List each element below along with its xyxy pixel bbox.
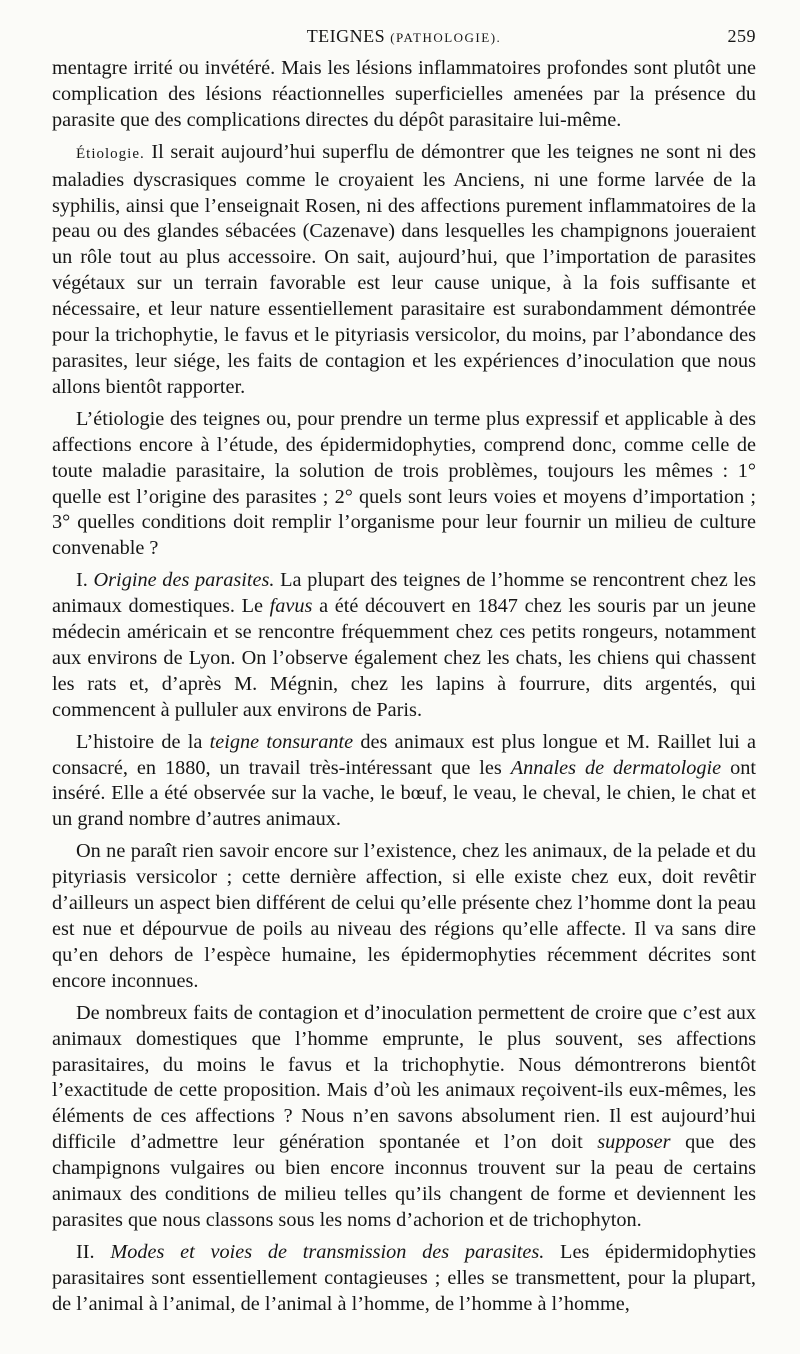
- paragraph: [52, 1001, 756, 1234]
- italic-text: supposer: [597, 1131, 671, 1154]
- text-run: Il serait aujourd’hui superflu de démontrer que les teignes ne sont ni des maladies dyscrasiques comme le croyaient les Anciens, ni une forme larvée de la syphilis, ainsi que l’enseignait Rosen, ni des affections purement inflammatoires de la peau ou des glandes sébacées (Cazenave) dans lesquelles les champignons joueraient un rôle tout au plus accessoire. On sait, aujourd’hui, que l’importation de parasites végétaux sur un terrain favorable est leur cause unique, à la fois suffisante et nécessaire, et leur nature essentiellement parasitaire est surabondamment démontrée pour la trichophytie, le favus et le pityriasis versicolor, du moins, par l’abondance des parasites, leur siége, les faits de contagion et les expériences d’inoculation que nous allons bientôt rapporter.: [52, 140, 756, 398]
- italic-text: Modes et voies de transmission des parasites.: [110, 1240, 545, 1263]
- text-run: On ne paraît rien savoir encore sur l’existence, chez les animaux, de la pelade et du pityriasis versicolor ; cette dernière affection, si elle existe chez eux, doit revêtir d’ailleurs un aspect bien différent de celui qu’elle présente chez l’homme dont la peau est nue et dépourvue de poils au niveau des régions qu’elle affecte. Il va sans dire qu’en dehors de l’espèce humaine, les épidermophyties récemment décrites sont encore inconnues.: [52, 840, 756, 992]
- text-run: des animaux est plus longue et M. Raillet lui a consacré, en 1880, un travail très-intéressant que les: [52, 730, 756, 779]
- text-run: La plupart des teignes de l’homme se rencontrent chez les animaux domestiques. Le: [52, 569, 756, 618]
- text-run: L’histoire de la: [76, 730, 210, 753]
- text-run: De nombreux faits de contagion et d’inoculation permettent de croire que c’est aux animaux domestiques que l’homme emprunte, le plus souvent, ses affections parasitaires, du moins le favus et la trichophytie. Nous démontrerons bientôt l’exactitude de cette proposition. Mais d’où les animaux reçoivent-ils eux-mêmes, les éléments de ces affections ? Nous n’en savons absolument rien. Il est aujourd’hui difficile d’admettre leur génération spontanée et l’on doit: [52, 1001, 756, 1154]
- italic-text: favus: [269, 595, 313, 618]
- text-run: que des champignons vulgaires ou bien encore inconnus trouvent sur la peau de certains animaux des conditions de milieu telles qu’ils changent de forme et deviennent les parasites que nous classons sous les noms d’achorion et de trichophyton.: [52, 1131, 756, 1231]
- paragraph: [52, 839, 756, 994]
- paragraph: [52, 730, 756, 834]
- paragraph: [52, 407, 756, 562]
- text-run: mentagre irrité ou invétéré. Mais les lésions inflammatoires profondes sont plutôt une complication des lésions réactionnelles superficielles amenées par la présence du parasite que des complications directes du dépôt parasitaire lui-même.: [52, 57, 756, 131]
- page-number: 259: [727, 26, 756, 46]
- paragraph: [52, 140, 756, 401]
- text-run: I.: [76, 569, 94, 592]
- paragraph: [52, 1240, 756, 1318]
- body-text: [52, 56, 756, 1318]
- italic-text: Origine des parasites.: [93, 569, 275, 592]
- running-title-main: TEIGNES: [306, 26, 386, 46]
- italic-text: teigne tonsurante: [209, 730, 354, 753]
- italic-text: Annales de dermatologie: [510, 756, 722, 779]
- text-run: II.: [76, 1240, 111, 1263]
- text-run: L’étiologie des teignes ou, pour prendre un terme plus expressif et applicable à des affections encore à l’étude, des épidermidophyties, comprend donc, comme celle de toute maladie parasitaire, la solution de trois problèmes, toujours les mêmes : 1° quelle est l’origine des parasites ; 2° quels sont leurs voies et moyens d’importation ; 3° quelles conditions doit remplir l’organisme pour leur fournir un milieu de culture convenable ?: [52, 407, 756, 560]
- text-run: ont inséré. Elle a été observée sur la vache, le bœuf, le veau, le cheval, le chien, le chat et un grand nombre d’autres animaux.: [52, 756, 756, 831]
- paragraph: [52, 568, 756, 723]
- running-title: [52, 26, 756, 47]
- paragraph: [52, 56, 756, 134]
- running-head: [52, 26, 756, 52]
- section-heading: Étiologie.: [76, 145, 145, 162]
- text-run: a été découvert en 1847 chez les souris par un jeune médecin américain et se rencontre fréquemment chez ces petits rongeurs, notamment aux environs de Lyon. On l’observe également chez les chats, les chiens qui chassent les rats et, d’après M. Mégnin, chez les lapins à fourrure, dits argentés, qui commencent à pulluler aux environs de Paris.: [52, 595, 757, 721]
- text-run: Les épidermidophyties parasitaires sont essentiellement contagieuses ; elles se transmettent, pour la plupart, de l’animal à l’animal, de l’animal à l’homme, de l’homme à l’homme,: [52, 1240, 757, 1315]
- running-title-subject: (PATHOLOGIE).: [390, 30, 502, 45]
